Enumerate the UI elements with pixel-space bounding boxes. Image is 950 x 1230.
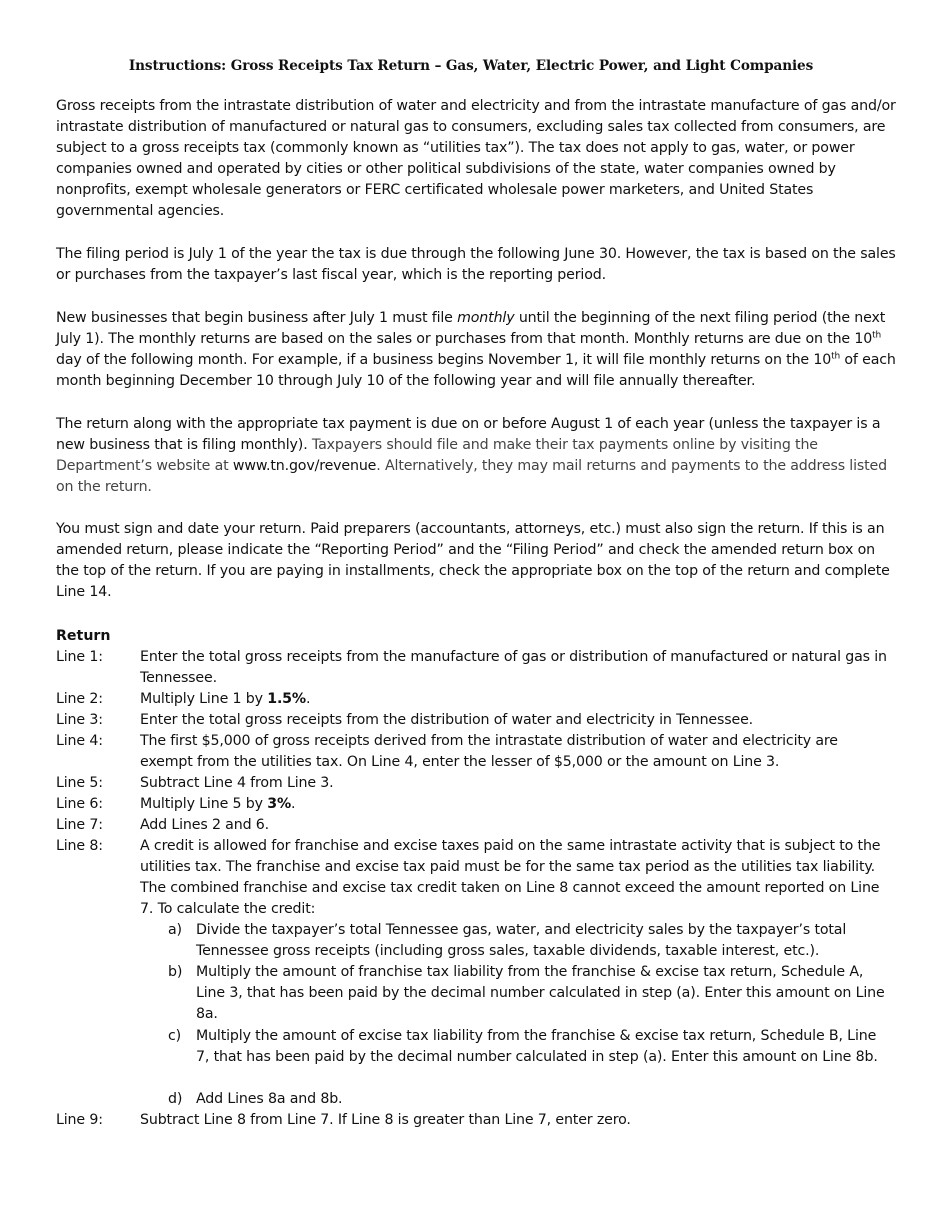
line-text: Enter the total gross receipts from the manufacture of gas or distribution of manufactured or natural gas in Tennessee. [140, 649, 887, 686]
paragraph-signature: You must sign and date your return. Paid preparers (accountants, attorneys, etc.) must also sign the return. If this is an amended return, please indicate the “Reporting Period” and the “Filing Period” and check the amended return box on the top of the return. If you are paying in installments, check the appropriate box on the top of the return and complete Line 14. [56, 521, 890, 600]
paragraph-due-date: The return along with the appropriate tax payment is due on or before August 1 of each year (unless the taxpayer is a new business that is filing monthly). Taxpayers should file and make their tax payments online by visiting the Department’s website at www.tn.gov/revenue. Alternatively, they may mail returns and payments to the address listed on the return. [56, 416, 887, 495]
step-text: Divide the taxpayer’s total Tennessee gas, water, and electricity sales by the taxpayer’s total Tennessee gross receipts (including gross sales, taxable dividends, taxable interest, etc.). [196, 922, 847, 959]
line-text: Multiply Line 1 by 1.5%. [140, 691, 311, 707]
line-label: Line 2: [56, 691, 103, 707]
line-label: Line 7: [56, 817, 103, 833]
line-text: A credit is allowed for franchise and excise taxes paid on the same intrastate activity that is subject to the utilities tax. The franchise and excise tax paid must be for the same tax period as the utilities tax liability. The combined franchise and excise tax credit taken on Line 8 cannot exceed the amount reported on Line 7. To calculate the credit: [140, 838, 881, 917]
paragraph-new-businesses: New businesses that begin business after July 1 must file monthly until the beginning of the next filing period (the next July 1). The monthly returns are based on the sales or purchases from that month. Monthly returns are due on the 10th day of the following month. For example, if a business begins November 1, it will file monthly returns on the 10th of each month beginning December 10 through July 10 of the following year and will file annually thereafter. [56, 310, 896, 389]
step-label: a) [168, 922, 182, 938]
paragraph-gross-receipts: Gross receipts from the intrastate distribution of water and electricity and from the intrastate manufacture of gas and/or intrastate distribution of manufactured or natural gas to consumers, excluding sales tax collected from consumers, are subject to a gross receipts tax (commonly known as “utilities tax”). The tax does not apply to gas, water, or power companies owned and operated by cities or other political subdivisions of the state, water companies owned by nonprofits, exempt wholesale generators or FERC certificated wholesale power marketers, and United States governmental agencies. [56, 98, 896, 219]
line-text: Add Lines 2 and 6. [140, 817, 270, 833]
emphasis-monthly: monthly [457, 310, 515, 326]
line-label: Line 9: [56, 1112, 103, 1128]
return-section-heading: Return [56, 628, 111, 644]
line-text: Subtract Line 4 from Line 3. [140, 775, 334, 791]
document-title: Instructions: Gross Receipts Tax Return – Gas, Water, Electric Power, and Light Companies [128, 58, 814, 74]
step-text: Multiply the amount of franchise tax liability from the franchise & excise tax return, Schedule A, Line 3, that has been paid by the decimal number calculated in step (a). Enter this amount on Line 8a. [196, 964, 885, 1022]
line-label: Line 8: [56, 838, 103, 854]
step-label: d) [168, 1091, 183, 1107]
line-label: Line 6: [56, 796, 103, 812]
rate-3-percent: 3% [267, 796, 292, 812]
line-label: Line 4: [56, 733, 103, 749]
line-text: Subtract Line 8 from Line 7. If Line 8 is greater than Line 7, enter zero. [140, 1112, 631, 1128]
line-label: Line 1: [56, 649, 103, 665]
step-label: c) [168, 1028, 182, 1044]
step-text: Add Lines 8a and 8b. [196, 1091, 343, 1107]
line-text: Multiply Line 5 by 3%. [140, 796, 296, 812]
line-label: Line 3: [56, 712, 103, 728]
revenue-website-link[interactable]: www.tn.gov/revenue [232, 458, 377, 474]
paragraph-filing-period: The filing period is July 1 of the year the tax is due through the following June 30. However, the tax is based on the sales or purchases from the taxpayer’s last fiscal year, which is the reporting period. [56, 246, 896, 283]
rate-1-5-percent: 1.5% [267, 691, 306, 707]
line-text: Enter the total gross receipts from the distribution of water and electricity in Tennessee. [140, 712, 754, 728]
line-text: The first $5,000 of gross receipts derived from the intrastate distribution of water and electricity are exempt from the utilities tax. On Line 4, enter the lesser of $5,000 or the amount on Line 3. [140, 733, 838, 770]
step-text: Multiply the amount of excise tax liability from the franchise & excise tax return, Schedule B, Line 7, that has been paid by the decimal number calculated in step (a). Enter this amount on Line 8b. [196, 1028, 878, 1065]
line-label: Line 5: [56, 775, 103, 791]
step-label: b) [168, 964, 183, 980]
